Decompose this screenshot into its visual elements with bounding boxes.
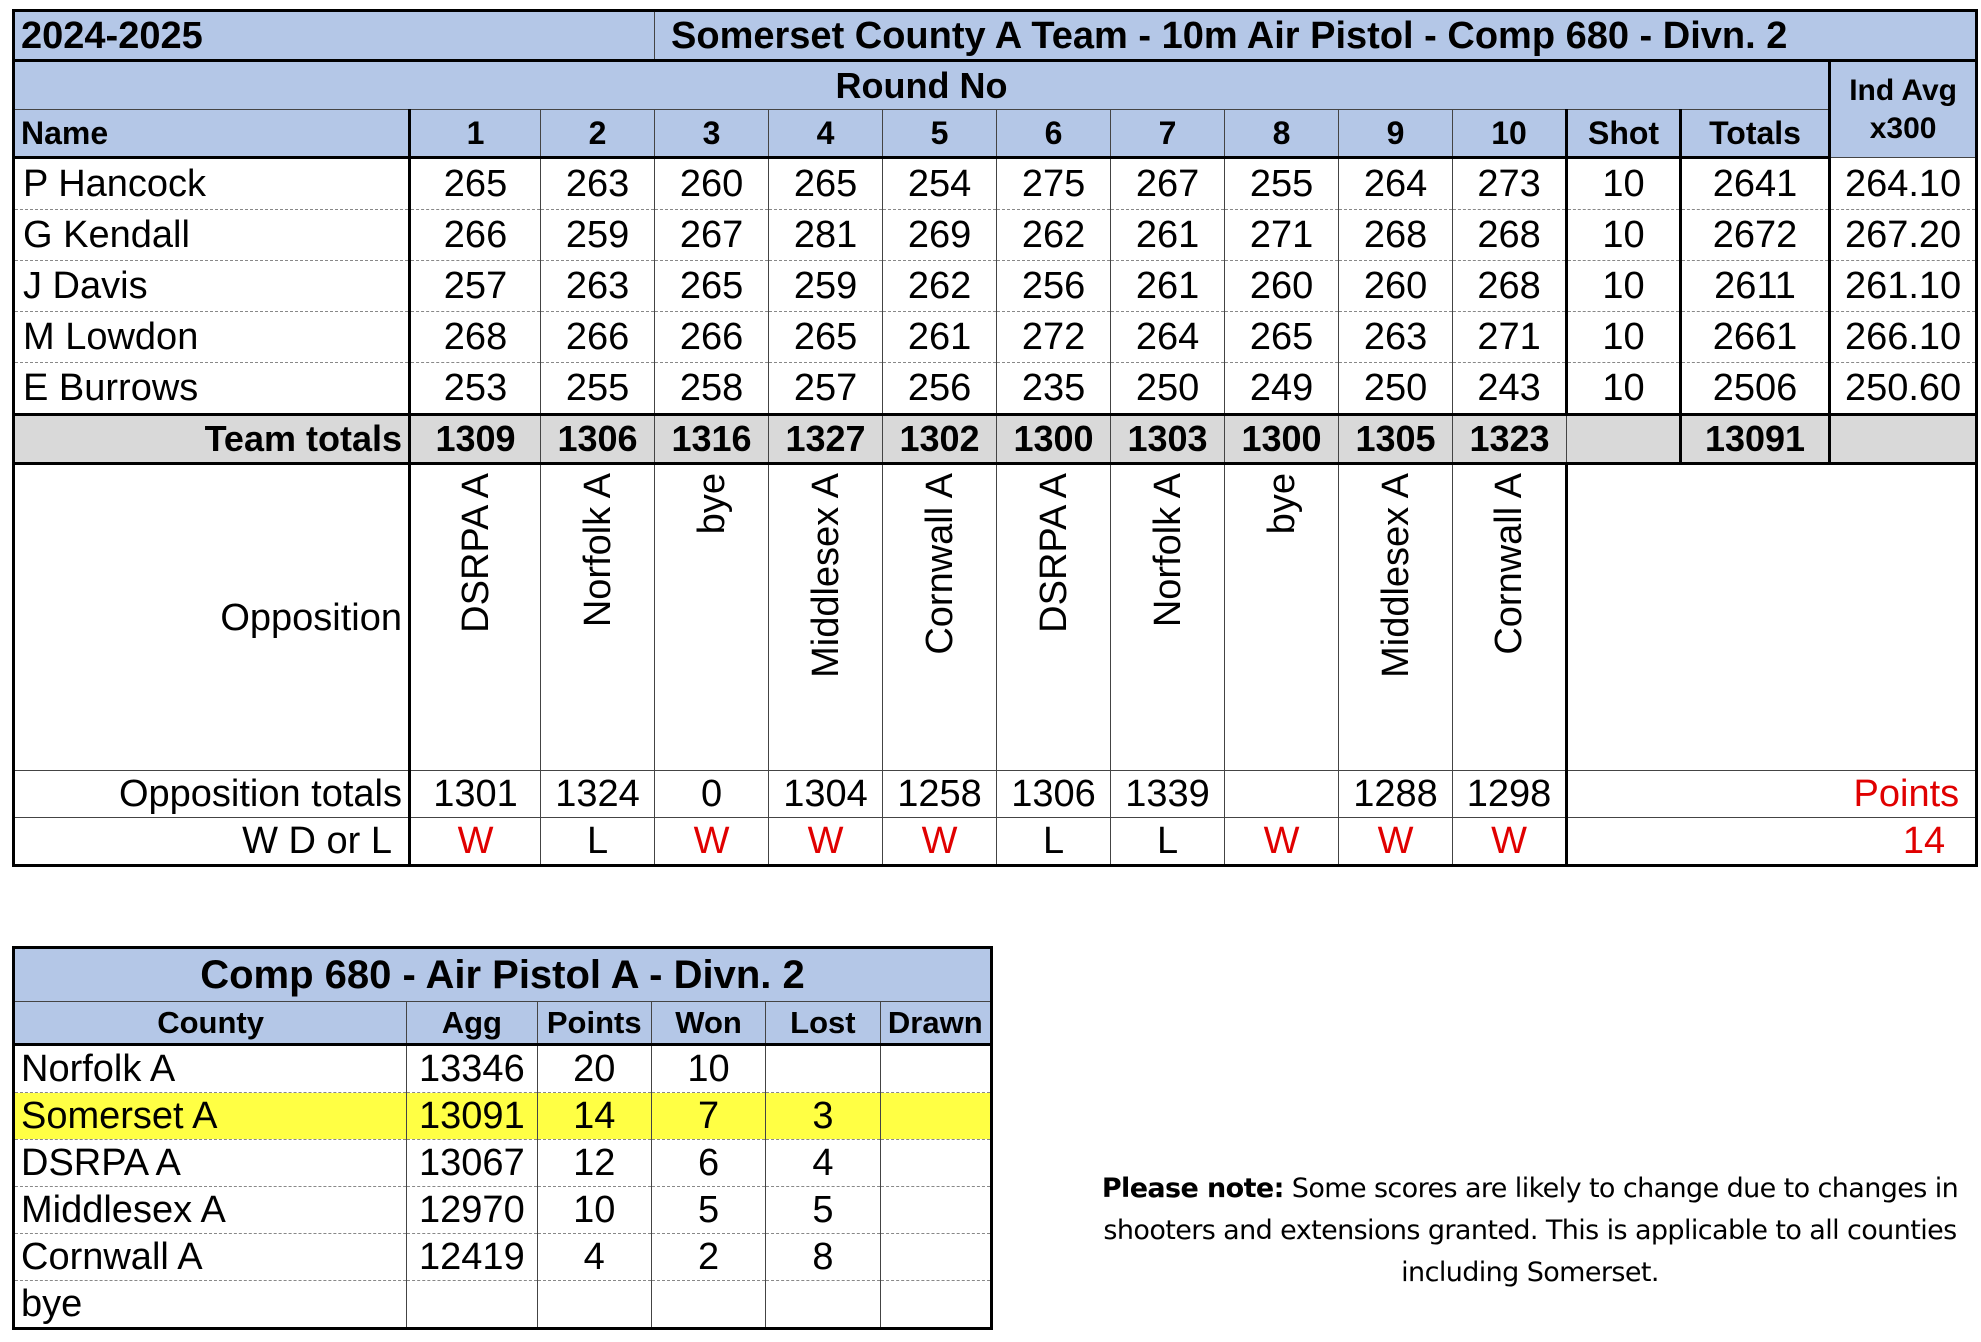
league-cell-drawn bbox=[880, 1187, 991, 1234]
shooter-total: 2672 bbox=[1681, 210, 1830, 261]
league-row bbox=[14, 1045, 992, 1093]
league-cell-county: DSRPA A bbox=[14, 1140, 407, 1187]
league-cell-lost bbox=[766, 1281, 880, 1329]
opposition-total-cell: 0 bbox=[655, 771, 769, 818]
opposition-cell bbox=[997, 464, 1111, 771]
opposition-name: bye bbox=[690, 473, 733, 535]
score-cell: 273 bbox=[1453, 158, 1567, 210]
shooter-total: 2641 bbox=[1681, 158, 1830, 210]
opposition-total-cell: 1288 bbox=[1339, 771, 1453, 818]
score-cell: 257 bbox=[410, 261, 541, 312]
league-rows bbox=[14, 1045, 992, 1329]
team-shot-empty bbox=[1567, 415, 1681, 464]
score-cell: 267 bbox=[1111, 158, 1225, 210]
league-header-lost: Lost bbox=[766, 1002, 880, 1045]
league-cell-points: 14 bbox=[537, 1093, 651, 1140]
league-row bbox=[14, 1234, 992, 1281]
score-cell: 262 bbox=[883, 261, 997, 312]
score-cell: 268 bbox=[1339, 210, 1453, 261]
league-cell-points: 4 bbox=[537, 1234, 651, 1281]
league-cell-drawn bbox=[880, 1140, 991, 1187]
league-cell-points: 20 bbox=[537, 1045, 651, 1093]
score-cell: 266 bbox=[541, 312, 655, 363]
opposition-name: Middlesex A bbox=[1374, 473, 1417, 678]
totals-column-header: Totals bbox=[1681, 110, 1830, 158]
score-cell: 265 bbox=[769, 312, 883, 363]
opposition-cell bbox=[769, 464, 883, 771]
league-cell-lost bbox=[766, 1045, 880, 1093]
league-cell-agg: 13346 bbox=[407, 1045, 537, 1093]
score-cell: 261 bbox=[1111, 261, 1225, 312]
opposition-name: Norfolk A bbox=[1146, 473, 1189, 628]
score-cell: 253 bbox=[410, 363, 541, 415]
team-total-cell: 1327 bbox=[769, 415, 883, 464]
league-cell-won: 6 bbox=[651, 1140, 765, 1187]
shooter-row bbox=[14, 363, 1977, 415]
league-cell-won bbox=[651, 1281, 765, 1329]
round-header: 4 bbox=[769, 110, 883, 158]
name-column-header: Name bbox=[14, 110, 410, 158]
score-cell: 256 bbox=[997, 261, 1111, 312]
team-total-cell: 1303 bbox=[1111, 415, 1225, 464]
note-label: Please note: bbox=[1101, 1173, 1284, 1204]
league-cell-lost: 3 bbox=[766, 1093, 880, 1140]
shooter-average: 266.10 bbox=[1830, 312, 1977, 363]
score-cell: 266 bbox=[655, 312, 769, 363]
league-header-county: County bbox=[14, 1002, 407, 1045]
team-grand-total: 13091 bbox=[1681, 415, 1830, 464]
result-cell: L bbox=[997, 818, 1111, 866]
score-cell: 271 bbox=[1453, 312, 1567, 363]
league-header-agg: Agg bbox=[407, 1002, 537, 1045]
score-cell: 269 bbox=[883, 210, 997, 261]
team-total-cell: 1300 bbox=[997, 415, 1111, 464]
opposition-cell bbox=[1111, 464, 1225, 771]
opposition-total-cell: 1324 bbox=[541, 771, 655, 818]
team-total-cell: 1323 bbox=[1453, 415, 1567, 464]
league-cell-lost: 8 bbox=[766, 1234, 880, 1281]
page-title: Somerset County A Team - 10m Air Pistol - Comp 680 - Divn. 2 bbox=[655, 11, 1977, 61]
shooter-name: G Kendall bbox=[14, 210, 410, 261]
team-total-cell: 1305 bbox=[1339, 415, 1453, 464]
team-total-cell: 1302 bbox=[883, 415, 997, 464]
league-cell-county: Cornwall A bbox=[14, 1234, 407, 1281]
shooter-total: 2506 bbox=[1681, 363, 1830, 415]
round-header: 8 bbox=[1225, 110, 1339, 158]
score-cell: 261 bbox=[883, 312, 997, 363]
opposition-totals-label: Opposition totals bbox=[14, 771, 410, 818]
score-cell: 243 bbox=[1453, 363, 1567, 415]
opposition-empty bbox=[1567, 464, 1977, 771]
league-table bbox=[12, 946, 993, 1330]
shooter-average: 261.10 bbox=[1830, 261, 1977, 312]
ind-avg-multiplier: x300 bbox=[1869, 111, 1937, 145]
opposition-total-cell bbox=[1225, 771, 1339, 818]
opposition-name: DSRPA A bbox=[454, 473, 497, 633]
shooter-row bbox=[14, 312, 1977, 363]
opposition-cell bbox=[883, 464, 997, 771]
league-cell-drawn bbox=[880, 1281, 991, 1329]
shot-count: 10 bbox=[1567, 261, 1681, 312]
score-cell: 275 bbox=[997, 158, 1111, 210]
league-cell-won: 5 bbox=[651, 1187, 765, 1234]
score-cell: 250 bbox=[1111, 363, 1225, 415]
league-cell-points bbox=[537, 1281, 651, 1329]
score-cell: 261 bbox=[1111, 210, 1225, 261]
score-cell: 258 bbox=[655, 363, 769, 415]
league-cell-county: bye bbox=[14, 1281, 407, 1329]
score-cell: 250 bbox=[1339, 363, 1453, 415]
opposition-cell bbox=[410, 464, 541, 771]
result-cell: W bbox=[769, 818, 883, 866]
score-cell: 268 bbox=[1453, 210, 1567, 261]
shooter-row bbox=[14, 261, 1977, 312]
round-header: 7 bbox=[1111, 110, 1225, 158]
round-header: 9 bbox=[1339, 110, 1453, 158]
shot-count: 10 bbox=[1567, 210, 1681, 261]
league-cell-agg: 13067 bbox=[407, 1140, 537, 1187]
ind-avg-label: Ind Avg bbox=[1849, 73, 1957, 107]
result-cell: W bbox=[1453, 818, 1567, 866]
opposition-name: Norfolk A bbox=[576, 473, 619, 628]
league-cell-lost: 4 bbox=[766, 1140, 880, 1187]
score-cell: 262 bbox=[997, 210, 1111, 261]
score-cell: 256 bbox=[883, 363, 997, 415]
score-cell: 264 bbox=[1111, 312, 1225, 363]
shooter-total: 2611 bbox=[1681, 261, 1830, 312]
shooter-name: E Burrows bbox=[14, 363, 410, 415]
round-header: 5 bbox=[883, 110, 997, 158]
score-cell: 263 bbox=[541, 261, 655, 312]
score-cell: 265 bbox=[1225, 312, 1339, 363]
wdl-label: W D or L bbox=[14, 818, 410, 866]
ind-avg-header bbox=[1830, 61, 1977, 158]
shot-count: 10 bbox=[1567, 363, 1681, 415]
round-header: 3 bbox=[655, 110, 769, 158]
opposition-name: Cornwall A bbox=[1488, 473, 1531, 655]
opposition-cell bbox=[655, 464, 769, 771]
result-cell: W bbox=[655, 818, 769, 866]
result-cell: W bbox=[410, 818, 541, 866]
round-header: 2 bbox=[541, 110, 655, 158]
league-cell-won: 2 bbox=[651, 1234, 765, 1281]
league-cell-county: Somerset A bbox=[14, 1093, 407, 1140]
score-cell: 268 bbox=[1453, 261, 1567, 312]
team-total-cell: 1309 bbox=[410, 415, 541, 464]
league-cell-lost: 5 bbox=[766, 1187, 880, 1234]
score-cell: 249 bbox=[1225, 363, 1339, 415]
opposition-name: bye bbox=[1260, 473, 1303, 535]
league-row bbox=[14, 1281, 992, 1329]
opposition-total-cell: 1304 bbox=[769, 771, 883, 818]
opposition-cell bbox=[1225, 464, 1339, 771]
league-cell-won: 7 bbox=[651, 1093, 765, 1140]
score-cell: 255 bbox=[1225, 158, 1339, 210]
shooter-row bbox=[14, 158, 1977, 210]
note-text: Some scores are likely to change due to changes in shooters and extensions granted. This is applicable to all counties including Somerset. bbox=[1103, 1173, 1959, 1288]
opposition-total-cell: 1339 bbox=[1111, 771, 1225, 818]
shooter-rows bbox=[14, 158, 1977, 415]
team-avg-empty bbox=[1830, 415, 1977, 464]
score-cell: 264 bbox=[1339, 158, 1453, 210]
score-cell: 263 bbox=[541, 158, 655, 210]
shot-count: 10 bbox=[1567, 312, 1681, 363]
league-cell-agg bbox=[407, 1281, 537, 1329]
opposition-cell bbox=[1339, 464, 1453, 771]
results-table bbox=[12, 9, 1978, 867]
league-title: Comp 680 - Air Pistol A - Divn. 2 bbox=[14, 948, 992, 1002]
opposition-name: Cornwall A bbox=[918, 473, 961, 655]
result-cell: L bbox=[541, 818, 655, 866]
shooter-name: M Lowdon bbox=[14, 312, 410, 363]
opposition-label: Opposition bbox=[14, 464, 410, 771]
round-header: 10 bbox=[1453, 110, 1567, 158]
league-cell-drawn bbox=[880, 1045, 991, 1093]
score-cell: 235 bbox=[997, 363, 1111, 415]
opposition-total-cell: 1306 bbox=[997, 771, 1111, 818]
opposition-total-cell: 1258 bbox=[883, 771, 997, 818]
opposition-cell bbox=[1453, 464, 1567, 771]
shooter-name: P Hancock bbox=[14, 158, 410, 210]
league-header-won: Won bbox=[651, 1002, 765, 1045]
league-header-drawn: Drawn bbox=[880, 1002, 991, 1045]
league-cell-points: 10 bbox=[537, 1187, 651, 1234]
league-cell-county: Norfolk A bbox=[14, 1045, 407, 1093]
opposition-total-cell: 1301 bbox=[410, 771, 541, 818]
result-cell: W bbox=[1225, 818, 1339, 866]
opposition-cell bbox=[541, 464, 655, 771]
season-label: 2024-2025 bbox=[14, 11, 655, 61]
shot-count: 10 bbox=[1567, 158, 1681, 210]
league-cell-points: 12 bbox=[537, 1140, 651, 1187]
score-cell: 267 bbox=[655, 210, 769, 261]
league-row bbox=[14, 1187, 992, 1234]
shooter-average: 250.60 bbox=[1830, 363, 1977, 415]
league-cell-drawn bbox=[880, 1234, 991, 1281]
round-no-header: Round No bbox=[14, 61, 1830, 110]
team-totals-label: Team totals bbox=[14, 415, 410, 464]
shooter-average: 264.10 bbox=[1830, 158, 1977, 210]
league-cell-won: 10 bbox=[651, 1045, 765, 1093]
score-cell: 260 bbox=[655, 158, 769, 210]
score-cell: 259 bbox=[541, 210, 655, 261]
points-label: Points bbox=[1567, 771, 1977, 818]
opposition-total-cell: 1298 bbox=[1453, 771, 1567, 818]
league-cell-agg: 12970 bbox=[407, 1187, 537, 1234]
score-cell: 260 bbox=[1339, 261, 1453, 312]
result-cell: W bbox=[883, 818, 997, 866]
opposition-name: DSRPA A bbox=[1032, 473, 1075, 633]
league-header-points: Points bbox=[537, 1002, 651, 1045]
score-cell: 260 bbox=[1225, 261, 1339, 312]
result-cell: L bbox=[1111, 818, 1225, 866]
opposition-name: Middlesex A bbox=[804, 473, 847, 678]
shooter-total: 2661 bbox=[1681, 312, 1830, 363]
league-row bbox=[14, 1093, 992, 1140]
shooter-average: 267.20 bbox=[1830, 210, 1977, 261]
shooter-row bbox=[14, 210, 1977, 261]
score-cell: 268 bbox=[410, 312, 541, 363]
score-cell: 263 bbox=[1339, 312, 1453, 363]
team-total-cell: 1300 bbox=[1225, 415, 1339, 464]
league-cell-agg: 12419 bbox=[407, 1234, 537, 1281]
round-header: 1 bbox=[410, 110, 541, 158]
score-cell: 255 bbox=[541, 363, 655, 415]
score-cell: 265 bbox=[410, 158, 541, 210]
league-cell-agg: 13091 bbox=[407, 1093, 537, 1140]
score-cell: 271 bbox=[1225, 210, 1339, 261]
points-value: 14 bbox=[1567, 818, 1977, 866]
result-cell: W bbox=[1339, 818, 1453, 866]
score-cell: 259 bbox=[769, 261, 883, 312]
score-cell: 281 bbox=[769, 210, 883, 261]
round-header: 6 bbox=[997, 110, 1111, 158]
league-cell-county: Middlesex A bbox=[14, 1187, 407, 1234]
score-cell: 254 bbox=[883, 158, 997, 210]
score-cell: 272 bbox=[997, 312, 1111, 363]
shot-column-header: Shot bbox=[1567, 110, 1681, 158]
score-cell: 257 bbox=[769, 363, 883, 415]
league-row bbox=[14, 1140, 992, 1187]
shooter-name: J Davis bbox=[14, 261, 410, 312]
team-total-cell: 1306 bbox=[541, 415, 655, 464]
team-total-cell: 1316 bbox=[655, 415, 769, 464]
score-cell: 266 bbox=[410, 210, 541, 261]
score-cell: 265 bbox=[769, 158, 883, 210]
league-cell-drawn bbox=[880, 1093, 991, 1140]
score-cell: 265 bbox=[655, 261, 769, 312]
disclaimer-note bbox=[1090, 1168, 1970, 1294]
